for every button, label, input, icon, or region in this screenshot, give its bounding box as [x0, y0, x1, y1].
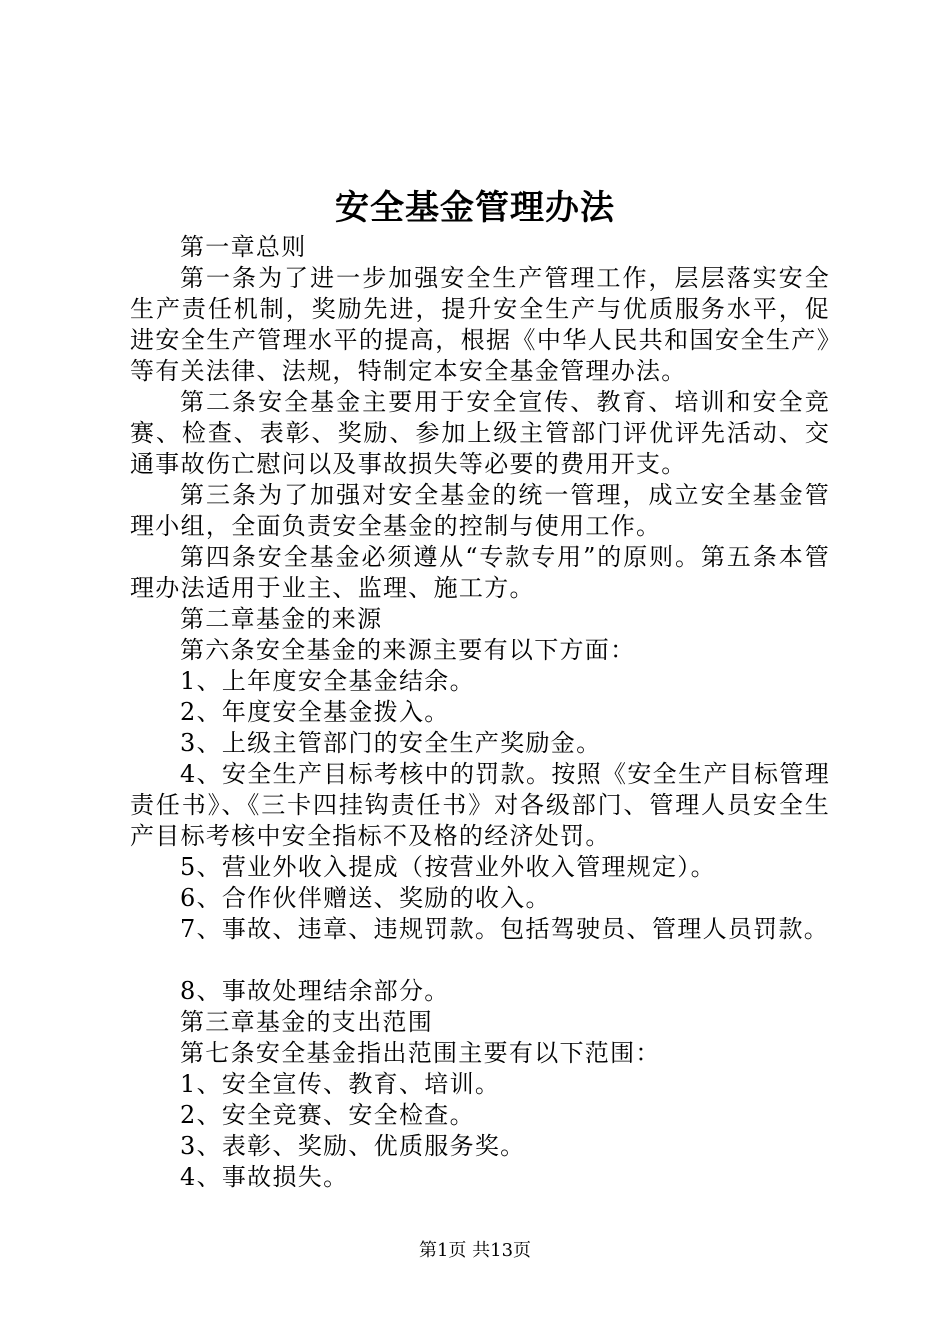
list-item: 6、合作伙伴赠送、奖励的收入。	[180, 884, 551, 912]
document-title: 安全基金管理办法	[335, 188, 615, 228]
list-item: 7、事故、违章、违规罚款。包括驾驶员、管理人员罚款。	[180, 915, 830, 943]
blank-line	[130, 945, 830, 976]
article-paragraph: 第一条为了进一步加强安全生产管理工作，层层落实安全生产责任机制，奖励先进，提升安全生产与优质服务水平，促进安全生产管理水平的提高，根据《中华人民共和国安全生产》等有关法律、法规，特制定本安全基金管理办法。	[130, 264, 830, 385]
list-item: 3、表彰、奖励、优质服务奖。	[180, 1132, 526, 1160]
list-item: 1、上年度安全基金结余。	[180, 667, 475, 695]
list-item: 2、安全竞赛、安全检查。	[180, 1101, 475, 1129]
list-item: 2、年度安全基金拨入。	[180, 698, 450, 726]
list-item: 8、事故处理结余部分。	[180, 977, 450, 1005]
chapter-heading: 第一章总则	[180, 233, 307, 261]
article-paragraph: 第三条为了加强对安全基金的统一管理，成立安全基金管理小组，全面负责安全基金的控制与使用工作。	[130, 481, 830, 540]
list-item: 3、上级主管部门的安全生产奖励金。	[180, 729, 602, 757]
list-item: 4、事故损失。	[180, 1163, 349, 1191]
chapter-heading: 第二章基金的来源	[180, 605, 383, 633]
article-paragraph: 第二条安全基金主要用于安全宣传、教育、培训和安全竞赛、检查、表彰、奖励、参加上级主管部门评优评先活动、交通事故伤亡慰问以及事故损失等必要的费用开支。	[130, 388, 830, 478]
article-paragraph: 第七条安全基金指出范围主要有以下范围：	[180, 1039, 661, 1067]
list-item: 1、安全宣传、教育、培训。	[180, 1070, 501, 1098]
article-paragraph: 第四条安全基金必须遵从“专款专用”的原则。第五条本管理办法适用于业主、监理、施工方。	[130, 543, 830, 602]
page-number: 第1页 共13页	[418, 1240, 532, 1261]
chapter-heading: 第三章基金的支出范围	[180, 1008, 433, 1036]
document-body	[130, 228, 830, 1193]
list-item: 5、营业外收入提成（按营业外收入管理规定）。	[180, 853, 716, 881]
list-item: 4、安全生产目标考核中的罚款。按照《安全生产目标管理责任书》、《三卡四挂钩责任书》对各级部门、管理人员安全生产目标考核中安全指标不及格的经济处罚。	[130, 760, 830, 850]
article-paragraph: 第六条安全基金的来源主要有以下方面：	[180, 636, 636, 664]
